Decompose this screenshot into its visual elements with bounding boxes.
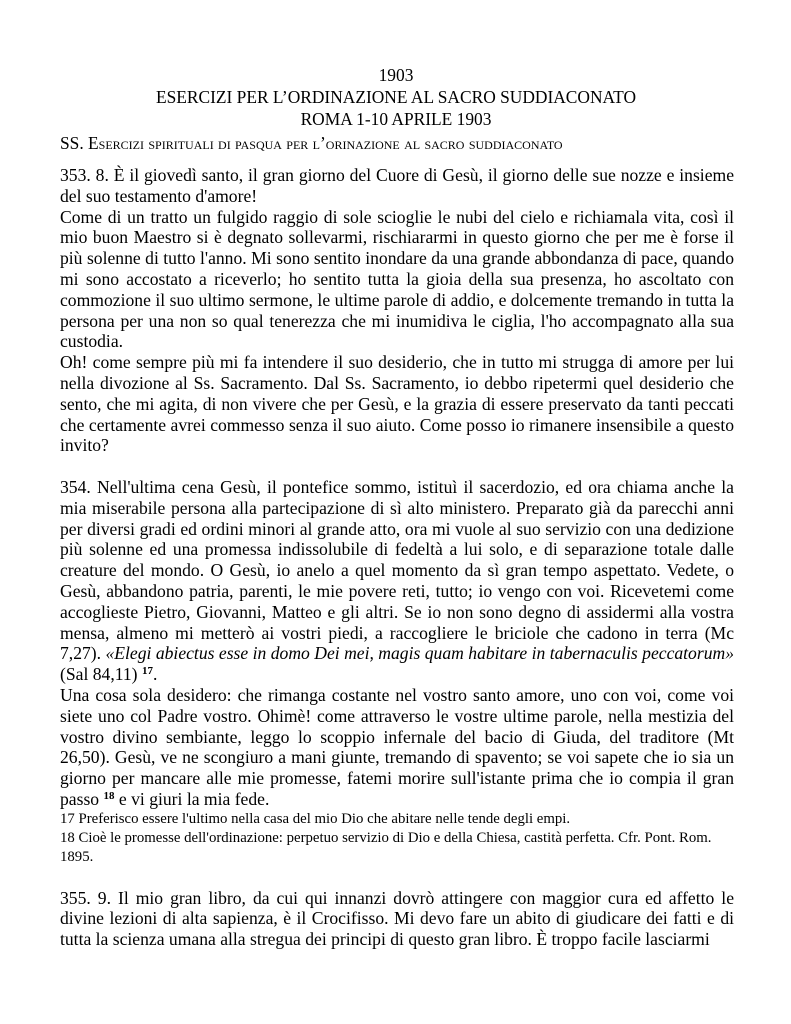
latin-quote: «Elegi abiectus esse in domo Dei mei, magis quam habitare in tabernaculis peccatorum» [105,643,735,664]
paragraph-354-opening [60,477,734,685]
paragraph-354-text: 354. Nell'ultima cena Gesù, il pontefice sommo, istituì il sacerdozio, ed ora chiama anche la mia miserabile persona alla partecipazione di sì alto ministero. Preparato già da parecchi anni per diversi gradi ed ordini minori al grande atto, ora mi vuole al suo servizio con una dedizione più solenne ed una promessa indissolubile di fedeltà a lui solo, e di separazione totale dalle creature del mondo. O Gesù, io anelo a quel momento da sì gran tempo aspettato. Vedete, o Gesù, abbandono patria, parenti, le mie povere reti, tutto; io vengo con voi. Ricevetemi come accoglieste Pietro, Giovanni, Matteo e gli altri. Se io non sono degno di assidermi alla vostra mensa, almeno mi metterò ai vostri piedi, a raccogliere le briciole che cadono in terra (Mc 7,27). [60,476,734,664]
paragraph-gap [60,867,734,888]
paragraph-353-body: Come di un tratto un fulgido raggio di sole scioglie le nubi del cielo e richiamala vita, così il mio buon Maestro si è degnato sollevarmi, rischiararmi in questo giorno che per me è forse il più solenne di tutto l'anno. Mi sono sentito inondare da una grande abbondanza di pace, quando mi sono accostato a riceverlo; ho sentito tutta la gioia della sua presenza, ho ascoltato con commozione il suo ultimo sermone, le ultime parole di addio, e dolcemente tremando in tutta la persona per una non so qual tenerezza che mi inumidiva le ciglia, l'ho accompagnato alla sua custodia. [60,206,734,352]
header-year: 1903 [378,65,414,85]
paragraph-gap [60,456,734,477]
psalm-reference: (Sal 84,11) [60,664,142,685]
paragraph-355-opening: 355. 9. Il mio gran libro, da cui qui innanzi dovrò attingere con maggior cura ed affetto le divine lezioni di alta sapienza, è il Crocifisso. Mi devo fare un abito di giudicare dei fatti e di tutta la scienza umana alla stregua dei principi di questo gran libro. È troppo facile lasciarmi [60,887,734,950]
document-body [60,165,734,950]
document-header [60,64,732,154]
subtitle-prefix: SS. E [60,133,99,153]
footnote-marker-17: 17 [141,665,153,678]
paragraph-354-body-text: Una cosa sola desidero: che rimanga costante nel vostro santo amore, uno con voi, come voi siete uno col Padre vostro. Ohimè! come attraverso le vostre ultime parole, nella mestizia del vostro divino sembiante, leggo lo scoppio infernale del bacio di Giuda, del traditore (Mt 26,50). Gesù, ve ne scongiuro a mani giunte, tremando di spavento; se voi sapete che io sia un giorno per mancare alle mie promesse, fatemi morire sull'istante prima che io compia il gran passo [60,684,734,809]
paragraph-353-opening: 353. 8. È il giovedì santo, il gran giorno del Cuore di Gesù, il giorno delle sue nozze e insieme del suo testamento d'amore! [60,165,734,206]
header-subtitle [60,132,732,154]
paragraph-354-body [60,685,734,810]
paragraph-353-closing: Oh! come sempre più mi fa intendere il suo desiderio, che in tutto mi strugga di amore per lui nella divozione al Ss. Sacramento. Dal Ss. Sacramento, io debbo ripetermi quel desiderio che sento, che mi agita, di non vivere che per Gesù, e la grazia di essere preservato da tanti peccati che certamente avrei commesso senza il suo aiuto. Come posso io rimanere insensibile a questo invito? [60,352,734,456]
paragraph-354-end: . [152,664,158,685]
header-place-date: ROMA 1-10 APRILE 1903 [300,109,492,129]
paragraph-354-body-end: e vi giuri la mia fede. [114,788,270,809]
header-title: ESERCIZI PER L’ORDINAZIONE AL SACRO SUDDIACONATO [155,87,637,107]
footnote-17: 17 Preferisco essere l'ultimo nella casa del mio Dio che abitare nelle tende degli empi. [60,810,571,827]
footnote-18: 18 Cioè le promesse dell'ordinazione: perpetuo servizio di Dio e della Chiesa, castità perfetta. Cfr. Pont. Rom. 1895. [60,829,712,865]
footnote-marker-18: 18 [103,789,115,802]
subtitle-rest: sercizi spirituali di pasqua per l’orinazione al sacro suddiaconato [98,133,563,153]
